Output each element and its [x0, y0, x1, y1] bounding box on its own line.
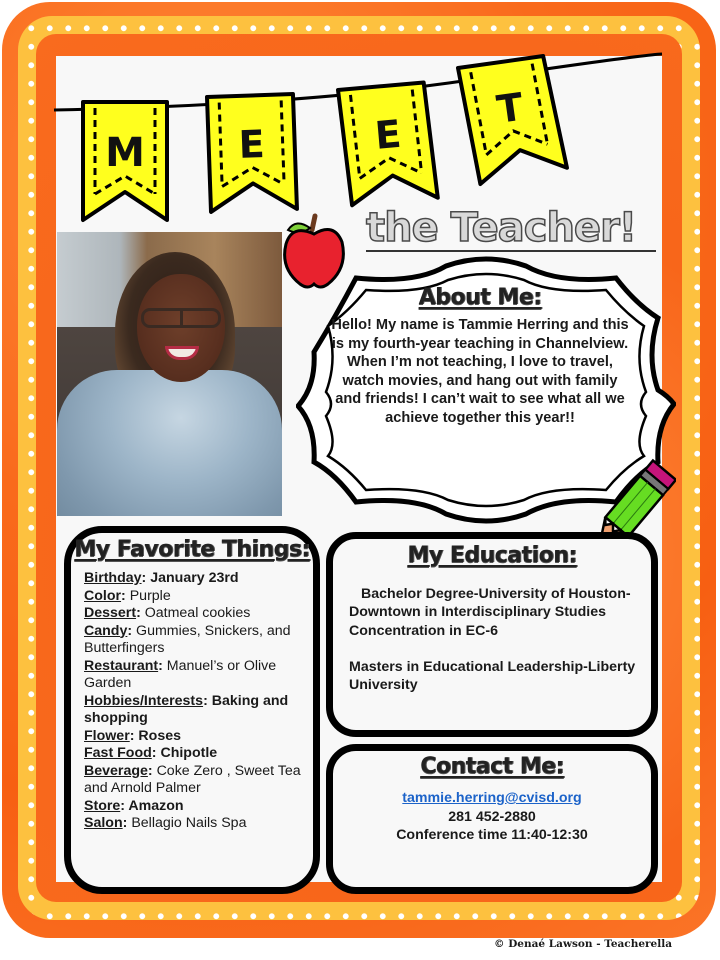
about-me-section: [330, 285, 630, 485]
pennant-t: [458, 55, 568, 185]
meet-banner: [50, 40, 670, 230]
email-link[interactable]: tammie.herring@cvisd.org: [402, 790, 582, 806]
education-entry-masters: Masters in Educational Leadership-Liberty University: [349, 658, 636, 694]
education-title: My Education:: [407, 543, 577, 568]
favorite-things-list: [84, 570, 316, 833]
about-me-title: About Me:: [418, 285, 542, 310]
favorite-item-birthday: Birthday: January 23rd: [84, 570, 239, 586]
pennant-letter: E: [237, 122, 266, 167]
favorite-item-salon: Salon: Bellagio Nails Spa: [84, 815, 247, 831]
contact-title: Contact Me:: [420, 754, 564, 779]
favorite-item-store: Store: Amazon: [84, 797, 184, 814]
about-me-body: Hello! My name is Tammie Herring and this is my fourth-year teaching in Channelview. When I’m not teaching, I love to travel, watch movies, and hang out with family and friends! I can’t wait to see what all we achieve together this year!!: [331, 317, 629, 426]
pennant-letter: M: [105, 130, 145, 176]
favorite-item-color: Color: Purple: [84, 587, 171, 604]
education-entry-bachelor: Bachelor Degree-University of Houston-Downtown in Interdisciplinary Studies Concentration in EC-6: [349, 586, 631, 639]
favorite-item-beverage: Beverage: Coke Zero , Sweet Tea and Arnold Palmer: [84, 762, 301, 796]
copyright-credit: © Denaé Lawson - Teacherella: [494, 938, 672, 950]
pennant-letter: T: [494, 84, 526, 132]
favorite-item-dessert: Dessert: Oatmeal cookies: [84, 605, 251, 621]
phone-number: 281 452-2880: [448, 808, 536, 825]
favorite-item-hobbies: Hobbies/Interests: Baking and shopping: [84, 692, 289, 726]
favorite-things-box: [64, 526, 320, 894]
pennant-e1: [207, 94, 297, 212]
pennant-e2: [338, 82, 438, 205]
education-box: [326, 532, 658, 737]
favorite-item-flower: Flower: Roses: [84, 727, 181, 744]
favorite-item-restaurant: Restaurant: Manuel’s or Olive Garden: [84, 657, 277, 691]
favorite-item-candy: Candy: Gummies, Snickers, and Butterfingers: [84, 622, 291, 656]
favorite-things-title: My Favorite Things:: [74, 537, 310, 562]
education-body: [349, 585, 649, 694]
pennant-letter: E: [373, 111, 403, 158]
contact-body: [333, 789, 651, 845]
pennant-m: [83, 102, 167, 220]
favorite-item-fast-food: Fast Food: Chipotle: [84, 745, 218, 761]
teacher-photo: [57, 232, 282, 516]
conference-time: Conference time 11:40-12:30: [396, 827, 588, 843]
page-subtitle: the Teacher!: [366, 206, 656, 252]
contact-box: [326, 744, 658, 894]
